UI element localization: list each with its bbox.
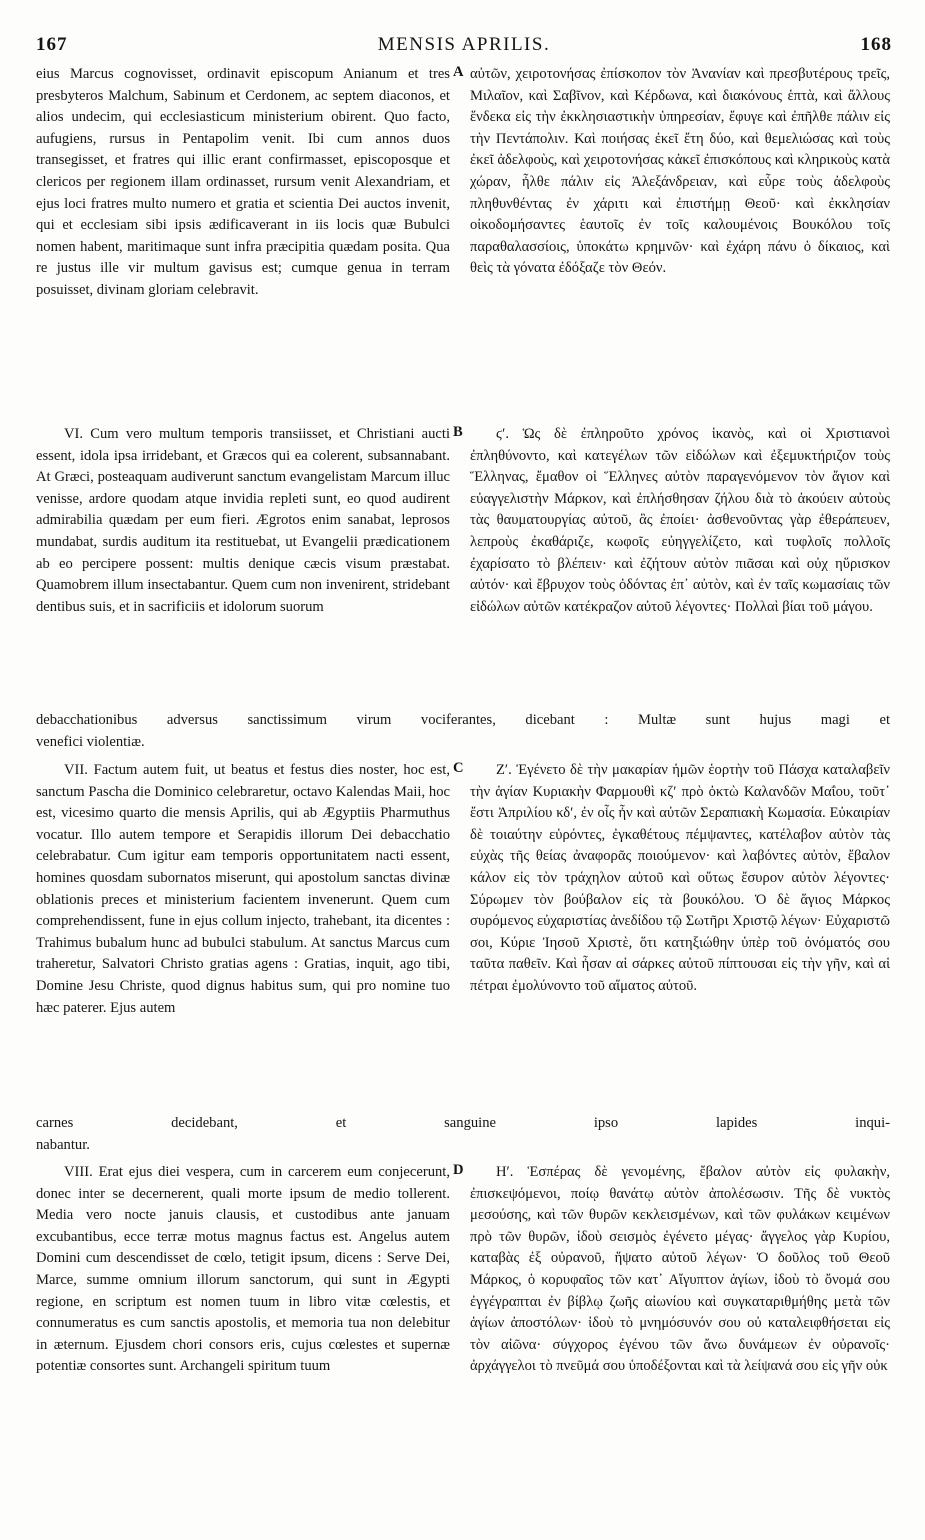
running-header	[36, 34, 892, 60]
latin-full-width-line-6: debacchationibus adversus sanctissimum virum vociferantes, dicebant : Multæ sunt hujus magi et	[36, 712, 890, 728]
section-marker-d: D	[453, 1162, 464, 1178]
latin-paragraph-8: VIII. Erat ejus diei vespera, cum in carcerem eum conjecerunt, donec inter se decernerent, quali morte ipsum de medio tollerent. Media vero nocte januis clausis, et custodibus ante januam excubantibus, ecce terræ motus magnus factus est. Angelus autem Domini cum descendisset de cœlo, tetigit ipsum, dicens : Serve Dei, Marce, summe omnium illorum sanctorum, qui sunt in Ægypti regione, en scriptum est nomen tuum in libro vitæ cœlestis, et connumeratus es cum sanctis apostolis, et memoria tua non delebitur in æternum. Ejusdem chori consors eris, cujus cœlestes et supernæ potentiæ consortes sunt. Archangeli spiritum tuum	[36, 1164, 450, 1375]
latin-full-width-line-7: carnes decidebant, et sanguine ipso lapides inqui-	[36, 1115, 890, 1131]
greek-paragraph-7: Ζʹ. Ἐγένετο δὲ τὴν μακαρίαν ἡμῶν ἑορτὴν τοῦ Πάσχα καταλαβεῖν τὴν ἁγίαν Κυριακὴν Φαρμουθὶ κζʹ πρὸ ὀκτὼ Καλανδῶν Μαΐου, τοῦτ᾽ ἔστι Ἀπριλίου κδʹ, ἐν οἷς ἦν καὶ αὐτῶν Σεραπιακὴ Κωμασία. Εὐκαιρίαν δὲ τοιαύτην εὑρόντες, ἐγκαθέτους πέμψαντες, κατέλαβον αὐτὸν τὰς εὐχὰς τῆς θείας ἀναφορᾶς ποιούμενον· καὶ λαβόντες αὐτὸν, ἔβαλον κάλον εἰς τὸν τράχηλον αὐτοῦ καὶ οὕτως ἔσυρον αὐτὸν λέγοντες· Σύρωμεν τὸν βούβαλον εἰς τὰ βουκόλου. Ὁ δὲ ἅγιος Μάρκος συρόμενος εὐχαριστίας ἀνεδίδου τῷ Σωτῆρι Χριστῷ λέγων· Εὐχαριστῶ σοι, Κύριε Ἰησοῦ Χριστὲ, ὅτι κατηξιώθην ὑπὲρ τοῦ ὀνόματός σου ταῦτα παθεῖν. Καὶ ἦσαν αἱ σάρκες αὐτοῦ πίπτουσαι εἰς τὴν γῆν, καὶ αἱ πέτραι ἐμολύνοντο τοῦ αἵματος αὐτοῦ.	[470, 762, 890, 994]
page-number-right: 168	[860, 34, 892, 55]
latin-paragraph-6-end: venefici violentiæ.	[36, 734, 145, 750]
section-marker-a: A	[453, 64, 464, 80]
greek-paragraph-1: αὐτῶν, χειροτονήσας ἐπίσκοπον τὸν Ἀνανίαν καὶ πρεσβυτέρους τρεῖς, Μιλαῖον, καὶ Σαβῖνον, καὶ Κέρδωνα, καὶ διακόνους ἑπτὰ, καὶ ἄλλους ἕνδεκα εἰς τὴν ἐκκλησιαστικὴν ὑπηρεσίαν, ἔφυγε καὶ ἐπῆλθε πάλιν εἰς τὴν Πεντάπολιν. Καὶ ποιήσας ἐκεῖ ἔτη δύο, καὶ θεμελιώσας καὶ τοὺς ἐκεῖ ἀδελφοὺς, καὶ χειροτονήσας κἀκεῖ ἐπισκόπους καὶ κληρικοὺς κατὰ χώραν, ἦλθε πάλιν εἰς Ἀλεξάνδρειαν, καὶ εὗρε τοὺς ἀδελφοὺς πληθυνθέντας ἐν χάριτι καὶ ἐπιστήμῃ Θεοῦ· καὶ ἐκκλησίαν οἰκοδομήσαντες ἑαυτοῖς ἐν τοῖς καλουμένοις Βουκόλου τοῖς παραθαλασσίοις, ὑποκάτω κρημνῶν· καὶ ἐχάρη πάνυ ὁ δίκαιος, καὶ θεὶς τὰ γόνατα ἐδόξαζε τὸν Θεόν.	[470, 66, 890, 277]
latin-paragraph-7-end: nabantur.	[36, 1137, 90, 1153]
latin-paragraph-7: VII. Factum autem fuit, ut beatus et festus dies noster, hoc est, sanctum Pascha die Dominico celebraretur, octavo Kalendas Maii, hoc est, vicesimo quarto die mensis Aprilis, qui ab Ægyptiis Pharmuthus vocatur. Illo autem tempore et Serapidis illorum Dei debacchatio celebrabatur. Cum igitur eam temporis opportunitatem nacti essent, homines quosdam subornatos miserunt, qui apostolum sanctas divinæ oblationis preces et ministerium facientem invenerunt. Quem cum comprehendissent, fune in ejus collum injecto, trahebant, ita dicentes : Trahimus bubalum hunc ad bubulci stabulum. At sanctus Marcus cum traheretur, Salvatori Christo gratias agens : Gratias, inquit, ago tibi, Domine Jesu Christe, quod dignus habitus sum, qui pro nomine tuo hæc paterer. Ejus autem	[36, 762, 450, 1016]
greek-paragraph-8: Ηʹ. Ἑσπέρας δὲ γενομένης, ἔβαλον αὐτὸν εἰς φυλακὴν, ἐπισκεψόμενοι, ποίῳ θανάτῳ αὐτὸν ἀπολέσωσιν. Τῆς δὲ νυκτὸς μεσούσης, καὶ τῶν θυρῶν κεκλεισμένων, καὶ τῶν φυλάκων κειμένων πρὸ τῶν θυρῶν, ἰδοὺ σεισμὸς ἐγένετο μέγας· ἄγγελος γὰρ Κυρίου, καταβὰς ἐξ οὐρανοῦ, ἥψατο αὐτοῦ λέγων· Ὁ δοῦλος τοῦ Θεοῦ Μάρκος, ὁ κορυφαῖος τῶν κατ᾽ Αἴγυπτον ἁγίων, ἰδοὺ τὸ ὄνομά σου ἐγγέγραπται ἐν βίβλῳ ζωῆς αἰωνίου καὶ συγκαταριθμήθης μετὰ τῶν ἁγίων ἀποστόλων· ἰδοὺ τὸ μνημόσυνόν σου οὐ καταλειφθήσεται εἰς τὸν αἰῶνα· σύγχορος ἐγένου τῶν ἄνω δυνάμεων ἐν οὐρανοῖς· ἀρχάγγελοι τὸ πνεῦμά σου ὑποδέξονται καὶ τὰ λείψανά σου εἰς γῆν οὐκ	[470, 1164, 890, 1375]
section-marker-b: B	[453, 424, 463, 440]
latin-paragraph-6: VI. Cum vero multum temporis transiisset, et Christiani aucti essent, idola ipsa irridebant, et Græcos qui ea colerent, subsannabant. At Græci, posteaquam audiverunt sanctum evangelistam Marcum illuc venisse, ardore quodam atque invidia repleti sunt, eo quod audirent admirabilia quædam per eum fieri. Ægrotos enim sanabat, leprosos mundabat, surdis auditum ita restituebat, ut Evangelii prædicationem ab eo percipere possent: multis denique cæcis visum præstabat. Quamobrem illum insectabantur. Quem cum non invenirent, stridebant dentibus suis, et in sacrificiis et idolorum suorum	[36, 426, 450, 615]
section-marker-c: C	[453, 760, 464, 776]
page-number-left: 167	[36, 34, 68, 55]
greek-paragraph-6: ϛʹ. Ὡς δὲ ἐπληροῦτο χρόνος ἱκανὸς, καὶ οἱ Χριστιανοὶ ἐπληθύνοντο, καὶ κατεγέλων τῶν εἰδώλων καὶ ἐξεμυκτήριζον τοὺς Ἕλληνας, ἔμαθον οἱ Ἕλληνες αὐτὸν παραγενόμενον τὸν ἅγιον καὶ εὐαγγελιστὴν Μάρκον, καὶ ἐπλήσθησαν ζήλου διὰ τὸ ἀκούειν αὐτοὺς τὰς θαυματουργίας αὐτοῦ, ἃς ἐποίει· ἀσθενοῦντας γὰρ ἐθεράπευεν, λεπροὺς ἐκαθάριζε, κωφοῖς εὐηγγελίζετο, καὶ τυφλοῖς πολλοῖς ἐχαρίσατο τὸ βλέπειν· καὶ ἐζήτουν αὐτὸν πιᾶσαι καὶ οὐχ ηὕρισκον αὐτόν· καὶ ἔβρυχον τοὺς ὀδόντας ἐπ᾽ αὐτὸν, καὶ ἐν ταῖς κωμασίαις τῶν εἰδώλων αὐτῶν κατέκραζον αὐτοῦ λέγοντες· Πολλαὶ βίαι τοῦ μάγου.	[470, 426, 890, 615]
latin-paragraph-1: eius Marcus cognovisset, ordinavit episcopum Anianum et tres presbyteros Malchum, Sabinum et Cerdonem, ac septem diaconos, et alios undecim, qui ecclesiasticum ministerium obirent. Quo facto, aufugiens, rursus in Pentapolim venit. Ibi cum annos duos transegisset, et fratres qui illic erant confirmasset, episcoposque et clericos per regionem illam ordinasset, rursum venit Alexandriam, et ejus loci fratres multo numero et gratia et scientia Dei auctos invenit, qui et ecclesiam sibi ipsis ædificaverant in iis locis quæ Bubulci nomen habent, maritimaque sunt infra præcipitia quædam posita. Qua re justus ille vir multum gavisus est; cumque genua in terram posuisset, divinam gloriam celebravit.	[36, 66, 450, 298]
running-title: MENSIS APRILIS.	[377, 34, 551, 55]
